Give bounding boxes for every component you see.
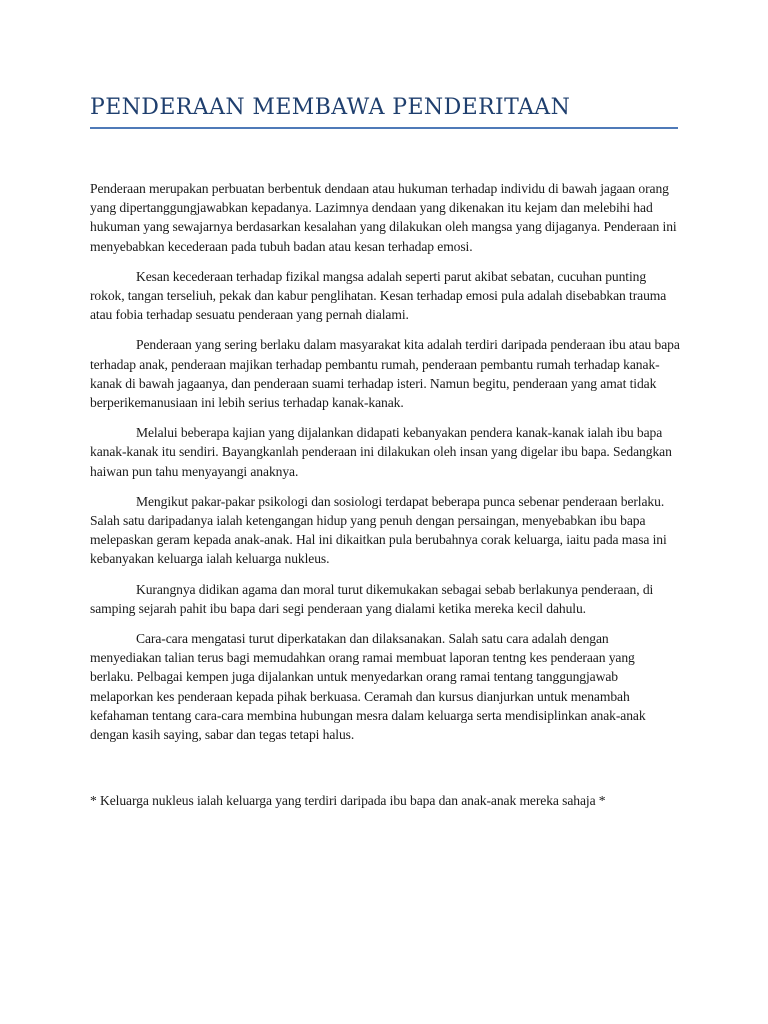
paragraph-1: Penderaan merupakan perbuatan berbentuk dendaan atau hukuman terhadap individu di bawah jagaan orang yang dipertanggungjawabkan kepadanya. Lazimnya dendaan yang dikenakan itu kejam dan melebihi had hukuman yang sewajarnya berdasarkan kesalahan yang dilakukan oleh mangsa yang dijaganya. Penderaan ini menyebabkan kecederaan pada tubuh badan atau kesan terhadap emosi. bbox=[90, 181, 677, 254]
paragraph-3: Penderaan yang sering berlaku dalam masyarakat kita adalah terdiri daripada penderaan ibu atau bapa terhadap anak, penderaan majikan terhadap pembantu rumah, penderaan pembantu rumah terhadap kanak-kanak di bawah jagaanya, dan penderaan suami terhadap isteri. Namun begitu, penderaan yang amat tidak berperikemanusiaan ini lebih serius terhadap kanak-kanak. bbox=[90, 337, 680, 411]
title-underline bbox=[90, 127, 678, 129]
paragraph-5: Mengikut pakar-pakar psikologi dan sosiologi terdapat beberapa punca sebenar penderaan berlaku. Salah satu daripadanya ialah ketengangan hidup yang penuh dengan persaingan, menyebabkan ibu bapa melepaskan geram kepada anak-anak. Hal ini dikaitkan pula berubahnya corak keluarga, iaitu pada masa ini kebanyakan keluarga ialah keluarga nukleus. bbox=[90, 493, 667, 567]
paragraph-7: Cara-cara mengatasi turut diperkatakan dan dilaksanakan. Salah satu cara adalah dengan menyediakan talian terus bagi memudahkan orang ramai membuat laporan tentng kes penderaan yang berlaku. Pelbagai kempen juga dijalankan untuk menyedarkan orang ramai tentang tanggungjawab melaporkan kes penderaan kepada pihak berkuasa. Ceramah dan kursus dianjurkan untuk menambah kefahaman tentang cara-cara membina hubungan mesra dalam keluarga serta mendisiplinkan anak-anak dengan kasih saying, sabar dan tegas tetapi halus. bbox=[90, 631, 646, 743]
document-body bbox=[90, 179, 680, 755]
paragraph-4: Melalui beberapa kajian yang dijalankan didapati kebanyakan pendera kanak-kanak ialah ibu bapa kanak-kanak itu sendiri. Bayangkanlah penderaan ini dilakukan oleh insan yang digelar ibu bapa. Sedangkan haiwan pun tahu menyayangi anaknya. bbox=[90, 425, 672, 479]
footnote: * Keluarga nukleus ialah keluarga yang terdiri daripada ibu bapa dan anak-anak mereka sahaja * bbox=[90, 793, 606, 808]
paragraph-2: Kesan kecederaan terhadap fizikal mangsa adalah seperti parut akibat sebatan, cucuhan punting rokok, tangan terseliuh, pekak dan kabur penglihatan. Kesan terhadap emosi pula adalah disebabkan trauma atau fobia terhadap sesuatu penderaan yang pernah dialami. bbox=[90, 268, 667, 323]
document-title: PENDERAAN MEMBAWA PENDERITAAN bbox=[90, 95, 571, 120]
paragraph-6: Kurangnya didikan agama dan moral turut dikemukakan sebagai sebab berlakunya penderaan, di samping sejarah pahit ibu bapa dari segi penderaan yang dialami ketika mereka kecil dahulu. bbox=[90, 581, 654, 616]
